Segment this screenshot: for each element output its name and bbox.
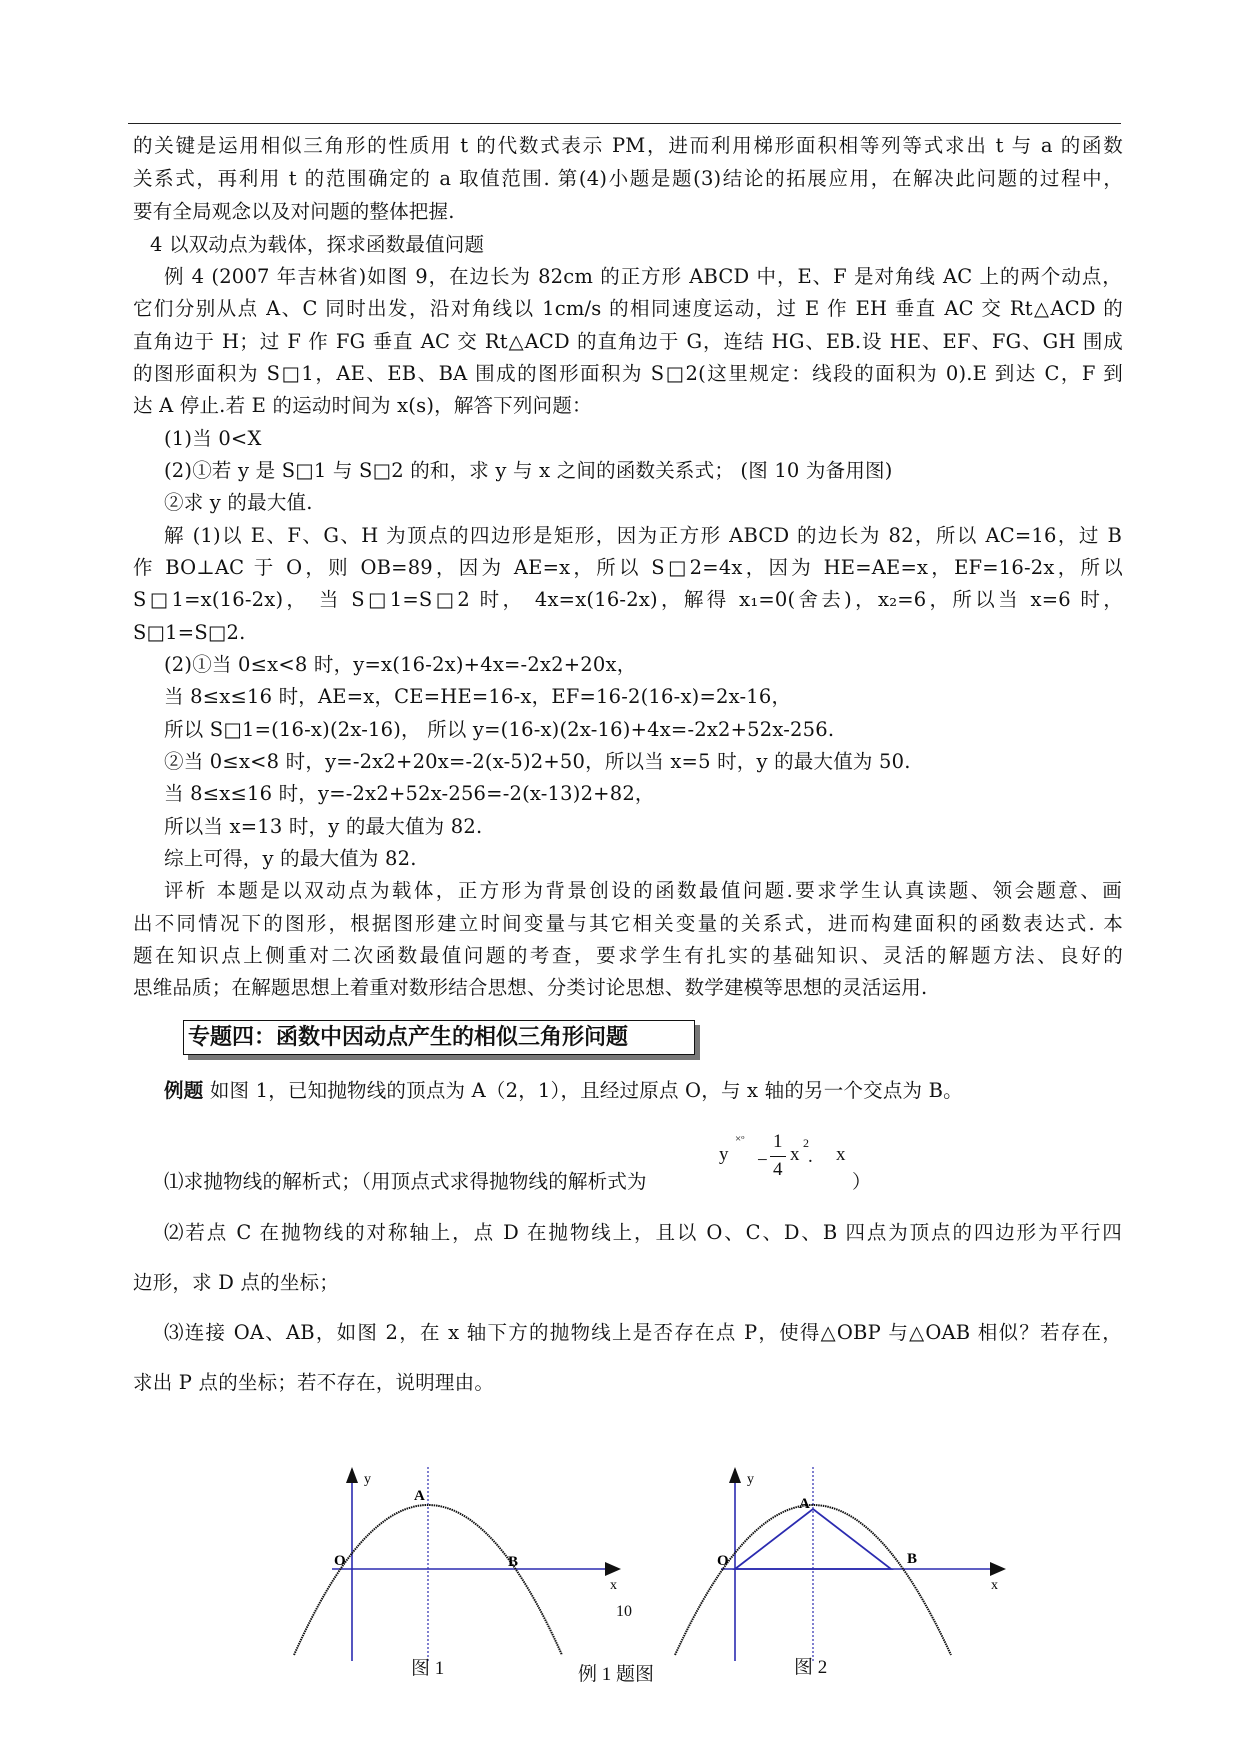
text-line: 评析 本题是以双动点为载体，正方形为背景创设的函数最值问题.要求学生认真读题、领会题意、画 (164, 879, 1122, 902)
text-line: 直角边于 H；过 F 作 FG 垂直 AC 交 Rt△ACD 的直角边于 G，连结 HG、EB.设 HE、EF、FG、GH 围成 (133, 330, 1123, 353)
text-line: 的关键是运用相似三角形的性质用 t 的代数式表示 PM，进而利用梯形面积相等列等式求出 t 与 a 的函数 (133, 134, 1123, 157)
formula-close: ） (852, 1172, 872, 1193)
point-B-label: B (907, 1551, 918, 1567)
text-line: 思维品质；在解题思想上着重对数形结合思想、分类讨论思想、数学建模等思想的灵活运用. (133, 976, 928, 999)
text-line: 所以 S□1=(16-x)(2x-16)， 所以 y=(16-x)(2x-16)+4x=-2x2+52x-256. (164, 718, 835, 741)
formula-x-squared: x (790, 1144, 800, 1165)
example-label: 例题 (164, 1079, 204, 1102)
text-line: 出不同情况下的图形，根据图形建立时间变量与其它相关变量的关系式，进而构建面积的函数表达式. 本 (133, 912, 1123, 935)
text-line: 达 A 停止.若 E 的运动时间为 x(s)，解答下列问题： (133, 394, 592, 417)
point-A-label: A (414, 1488, 425, 1504)
question-3-cont: 求出 P 点的坐标；若不存在，说明理由。 (133, 1371, 495, 1394)
formula-garble: ×ᵒ (735, 1133, 745, 1145)
x-axis-arrow (605, 1562, 621, 1576)
figures-caption: 例 1 题图 (578, 1664, 655, 1685)
figure-1-parabola (280, 1465, 640, 1665)
point-A-label: A (799, 1496, 810, 1512)
y-label: y (364, 1472, 371, 1487)
text-line: ②当 0≤x<8 时，y=-2x2+20x=-2(x-5)2+50，所以当 x=5 时，y 的最大值为 50. (164, 750, 911, 773)
formula-dot: . (808, 1146, 813, 1167)
text-line: 例 4 (2007 年吉林省)如图 9，在边长为 82cm 的正方形 ABCD 中，E、F 是对角线 AC 上的两个动点， (164, 265, 1122, 288)
point-O-label: O (334, 1553, 346, 1569)
formula-minus: − (757, 1150, 768, 1171)
formula-denominator: 4 (773, 1159, 783, 1180)
text-line: 所以当 x=13 时，y 的最大值为 82. (164, 815, 483, 838)
section-title-box (183, 1020, 695, 1055)
figure-2-parabola-triangle (665, 1465, 1025, 1665)
y-axis-arrow (729, 1467, 741, 1483)
y-label: y (747, 1472, 754, 1487)
text-line: S□1=x(16-2x)， 当 S□1=S□2 时， 4x=x(16-2x)，解得 x₁=0(舍去)，x₂=6，所以当 x=6 时， (133, 588, 1123, 611)
text-line: 当 8≤x≤16 时，y=-2x2+52x-256=-2(x-13)2+82， (164, 782, 655, 805)
text-line: 综上可得，y 的最大值为 82. (164, 847, 417, 870)
question-3: ⑶连接 OA、AB，如图 2，在 x 轴下方的抛物线上是否存在点 P，使得△OBP 与△OAB 相似？若存在， (164, 1321, 1122, 1344)
question-2-cont: 边形，求 D 点的坐标； (133, 1271, 339, 1294)
text-line: 解 (1)以 E、F、G、H 为顶点的四边形是矩形，因为正方形 ABCD 的边长为 82，所以 AC=16，过 B (164, 524, 1122, 547)
text-line: 关系式，再利用 t 的范围确定的 a 取值范围. 第(4)小题是题(3)结论的拓展应用，在解决此问题的过程中， (133, 167, 1123, 190)
section-title: 专题四：函数中因动点产生的相似三角形问题 (188, 1025, 629, 1050)
point-B-label: B (508, 1554, 519, 1570)
x-axis-arrow (990, 1562, 1006, 1576)
example-text: 如图 1，已知抛物线的顶点为 A（2，1），且经过原点 O，与 x 轴的另一个交点为 B。 (209, 1079, 963, 1102)
page-number: 10 (616, 1603, 632, 1620)
y-axis-arrow (346, 1467, 358, 1483)
text-line: 的图形面积为 S□1，AE、EB、BA 围成的图形面积为 S□2(这里规定：线段的面积为 0).E 到达 C，F 到 (133, 362, 1123, 385)
x-label: x (991, 1578, 998, 1593)
example-line (164, 1076, 1122, 1106)
question-1: ⑴求抛物线的解析式；（用顶点式求得抛物线的解析式为 (164, 1170, 647, 1193)
text-line: S□1=S□2. (133, 621, 246, 644)
formula-numerator: 1 (773, 1131, 783, 1152)
figure-1-caption: 图 1 (411, 1658, 445, 1679)
point-O-label: O (717, 1553, 729, 1569)
text-line: 作 BO⊥AC 于 O，则 OB=89，因为 AE=x，所以 S□2=4x，因为 HE=AE=x，EF=16-2x，所以 (133, 556, 1123, 579)
text-line: 要有全局观念以及对问题的整体把握. (133, 200, 455, 223)
text-line: 题在知识点上侧重对二次函数最值问题的考查，要求学生有扎实的基础知识、灵活的解题方法、良好的 (133, 944, 1123, 967)
header-rule (128, 123, 1121, 124)
fraction-bar (770, 1156, 786, 1157)
formula-y: y (719, 1144, 729, 1165)
formula-x: x (836, 1144, 846, 1165)
text-line: 它们分别从点 A、C 同时出发，沿对角线以 1cm/s 的相同速度运动，过 E 作 EH 垂直 AC 交 Rt△ACD 的 (133, 297, 1123, 320)
text-line: 当 8≤x≤16 时，AE=x，CE=HE=16-x，EF=16-2(16-x)=2x-16， (164, 685, 792, 708)
x-label: x (610, 1578, 617, 1593)
text-line: (2)①若 y 是 S□1 与 S□2 的和，求 y 与 x 之间的函数关系式； (图 10 为备用图) (164, 459, 893, 482)
formula-exponent: 2 (803, 1136, 809, 1150)
text-line: ②求 y 的最大值. (164, 491, 313, 514)
section-heading: 4 以双动点为载体，探求函数最值问题 (150, 233, 485, 256)
figure-2-caption: 图 2 (794, 1657, 828, 1678)
question-2: ⑵若点 C 在抛物线的对称轴上，点 D 在抛物线上，且以 O、C、D、B 四点为顶点的四边形为平行四 (164, 1221, 1122, 1244)
text-line: (2)①当 0≤x<8 时，y=x(16-2x)+4x=-2x2+20x， (164, 653, 637, 676)
text-line: (1)当 0<X (164, 427, 262, 450)
